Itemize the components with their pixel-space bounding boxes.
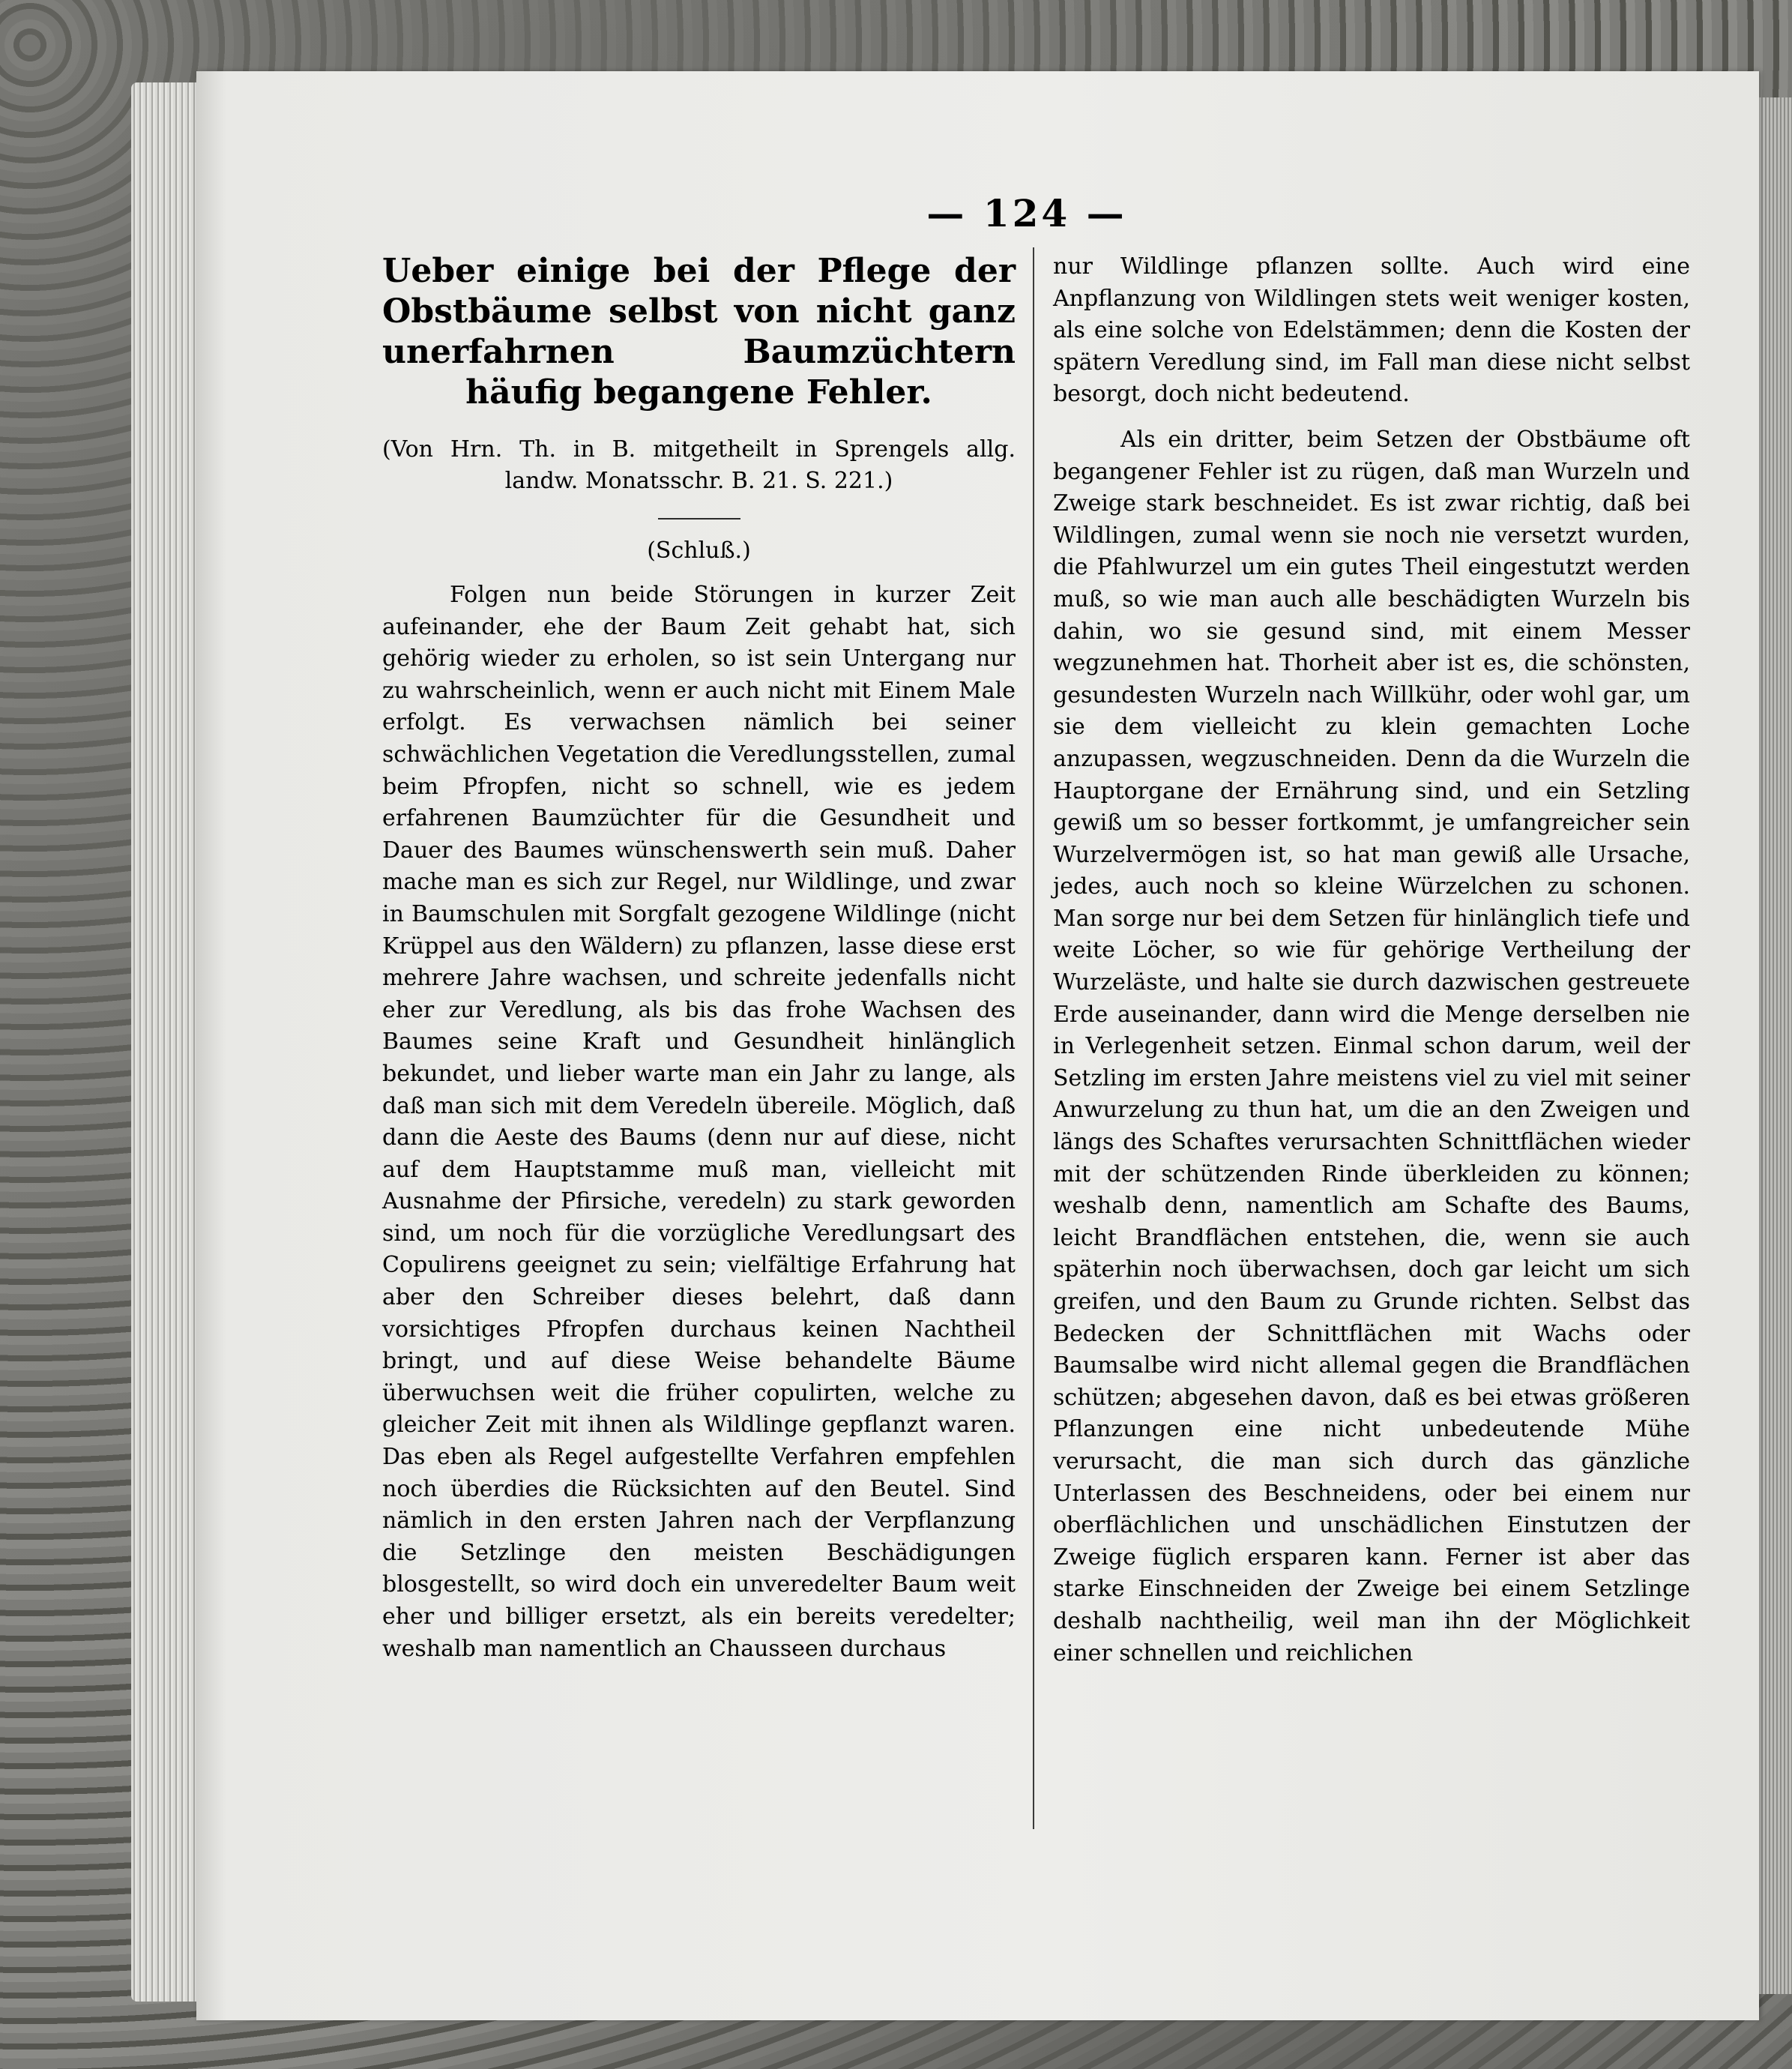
article-title: Ueber einige bei der Pflege der Obstbäume selbst von nicht ganz unerfahrnen Baumzüchtern häufig begangene Fehler. <box>382 252 1016 412</box>
body-paragraph: nur Wildlinge pflanzen sollte. Auch wird eine Anpflanzung von Wildlingen stets weit weniger kosten, als eine solche von Edelstämmen; denn die Kosten der spätern Veredlung sind, im Fall man diese nicht selbst besorgt, doch nicht bedeutend. <box>1053 253 1690 408</box>
page-number: — 124 — <box>926 191 1127 235</box>
body-paragraph: Als ein dritter, beim Setzen der Obstbäume oft begangener Fehler ist zu rügen, daß man Wurzeln und Zweige stark beschneidet. Es ist zwar richtig, daß bei Wildlingen, zumal wenn sie noch nie versetzt wurden, die Pfahlwurzel um ein gutes Theil eingestutzt werden muß, so wie man auch alle beschädigten Wurzeln bis dahin, wo sie gesund sind, mit einem Messer wegzunehmen hat. Thorheit aber ist es, die schönsten, gesundesten Wurzeln nach Willkühr, oder wohl gar, um sie dem vielleicht zu klein gemachten Loche anzupassen, wegzuschneiden. Denn da die Wurzeln die Hauptorgane der Ernährung sind, und ein Setzling gewiß um so besser fortkommt, je umfangreicher sein Wurzelvermögen ist, so hat man gewiß alle Ursache, jedes, auch noch so kleine Würzelchen zu schonen. Man sorge nur bei dem Setzen für hinlänglich tiefe und weite Löcher, so wie für gehörige Vertheilung der Wurzeläste, und halte sie durch dazwischen gestreuete Erde auseinander, dann wird die Menge derselben nie in Verlegenheit setzen. Einmal schon darum, weil der Setzling im ersten Jahre meistens viel zu viel mit seiner Anwurzelung zu thun hat, um die an den Zweigen und längs des Schaftes verursachten Schnittflächen wieder mit der schützenden Rinde überkleiden zu können; weshalb denn, namentlich am Schafte des Baums, leicht Brandflächen entstehen, die, wenn sie auch späterhin noch überwachsen, doch gar leicht um sich greifen, und den Baum zu Grunde richten. Selbst das Bedecken der Schnittflächen mit Wachs oder Baumsalbe wird nicht allemal gegen die Brandflächen schützen; abgesehen davon, daß es bei etwas größeren Pflanzungen eine nicht unbedeutende Mühe verursacht, die man sich durch das gänzliche Unterlassen des Beschneidens, oder bei einem nur oberflächlichen und unschädlichen Einstutzen der Zweige füglich ersparen kann. Ferner ist aber das starke Einschneiden der Zweige bei einem Setzlinge deshalb nachtheilig, weil man ihn der Möglichkeit einer schnellen und reichlichen <box>1053 426 1690 1666</box>
page-edges-right <box>1759 97 1792 1994</box>
article-source: (Von Hrn. Th. in B. mitgetheilt in Sprengels allg. landw. Monatsschr. B. 21. S. 221.) <box>382 436 1016 494</box>
left-column <box>382 251 1016 1665</box>
page-edges-left <box>131 82 202 2002</box>
column-divider <box>1033 247 1034 1829</box>
continuation-mark: (Schluß.) <box>647 537 751 564</box>
right-column <box>1053 251 1690 1669</box>
body-paragraph: Folgen nun beide Störungen in kurzer Zeit aufeinander, ehe der Baum Zeit gehabt hat, sich gehörig wieder zu erholen, so ist sein Untergang nur zu wahrscheinlich, wenn er auch nicht mit Einem Male erfolgt. Es verwachsen nämlich bei seiner schwächlichen Vegetation die Veredlungsstellen, zumal beim Pfropfen, nicht so schnell, wie es jedem erfahrenen Baumzüchter für die Gesundheit und Dauer des Baumes wünschenswerth sein muß. Daher mache man es sich zur Regel, nur Wildlinge, und zwar in Baumschulen mit Sorgfalt gezogene Wildlinge (nicht Krüppel aus den Wäldern) zu pflanzen, lasse diese erst mehrere Jahre wachsen, und schreite jedenfalls nicht eher zur Veredlung, als bis das frohe Wachsen des Baumes seine Kraft und Gesundheit hinlänglich bekundet, und lieber warte man ein Jahr zu lange, als daß man sich mit dem Veredeln übereile. Möglich, daß dann die Aeste des Baums (denn nur auf diese, nicht auf dem Hauptstamme muß man, vielleicht mit Ausnahme der Pfirsiche, veredeln) zu stark geworden sind, um noch für die vorzügliche Veredlungsart des Copulirens geeignet zu sein; vielfältige Erfahrung hat aber den Schreiber dieses belehrt, daß dann vorsichtiges Pfropfen durchaus keinen Nachtheil bringt, und auf diese Weise behandelte Bäume überwuchsen weit die früher copulirten, welche zu gleicher Zeit mit ihnen als Wildlinge gepflanzt waren. Das eben als Regel aufgestellte Verfahren empfehlen noch überdies die Rücksichten auf den Beutel. Sind nämlich in den ersten Jahren nach der Verpflanzung die Setzlinge den meisten Beschädigungen blosgestellt, so wird doch ein unveredelter Baum weit eher und billiger ersetzt, als ein bereits veredelter; weshalb man namentlich an Chausseen durchaus <box>382 582 1016 1662</box>
title-divider <box>658 518 740 519</box>
